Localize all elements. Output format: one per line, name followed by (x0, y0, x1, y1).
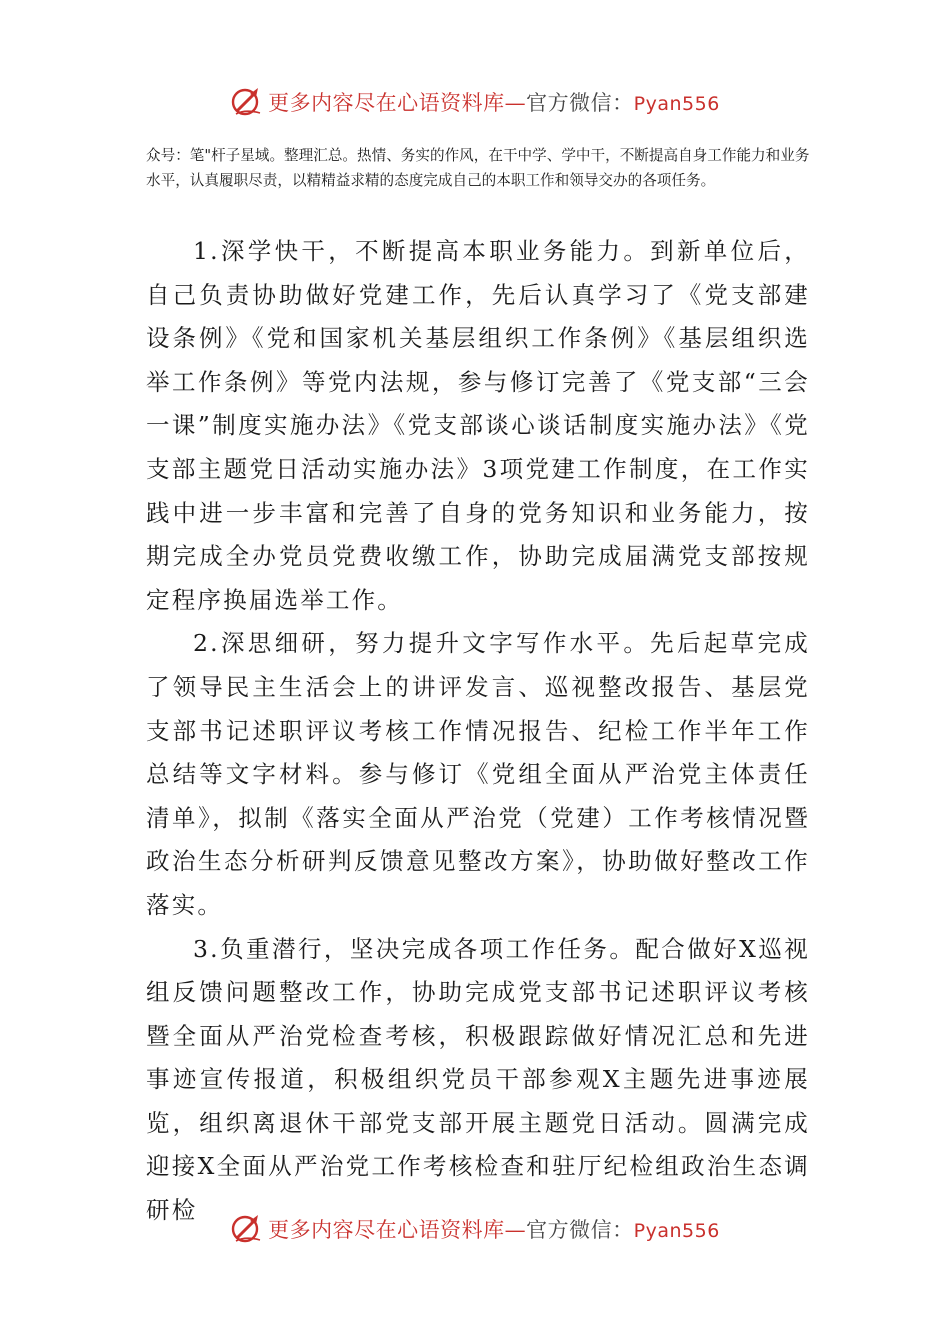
banner-wechat-id: Pyan556 (633, 1220, 720, 1242)
pen-logo-icon (230, 1212, 264, 1246)
banner-text (268, 1214, 720, 1244)
banner-wechat-id: Pyan556 (633, 93, 720, 115)
paragraph-3: 3.负重潜行，坚决完成各项工作任务。配合做好X巡视组反馈问题整改工作，协助完成党支部书记述职评议考核暨全面从严治党检查考核，积极跟踪做好情况汇总和先进事迹宣传报道，积极组织党员干部参观X主题先进事迹展览，组织离退休干部党支部开展主题党日活动。圆满完成迎接X全面从严治党工作考核检查和驻厅纪检组政治生态调研检 (146, 934, 810, 1225)
banner-wechat-label: 官方微信： (526, 91, 634, 115)
banner-text (268, 87, 720, 117)
banner-wechat-label: 官方微信： (526, 1218, 634, 1242)
banner-dash: — (504, 91, 527, 115)
paragraph-2: 2.深思细研，努力提升文字写作水平。先后起草完成了领导民主生活会上的讲评发言、巡视整改报告、基层党支部书记述职评议考核工作情况报告、纪检工作半年工作总结等文字材料。参与修订《党组全面从严治党主体责任清单》，拟制《落实全面从严治党（党建）工作考核情况暨政治生态分析研判反馈意见整改方案》，协助做好整改工作落实。 (146, 629, 810, 919)
banner-title: 更多内容尽在心语资料库 (268, 1218, 505, 1242)
intro-paragraph: 众号：笔"杆子星域。整理汇总。热情、务实的作风，在干中学、学中干，不断提高自身工作能力和业务水平，认真履职尽责，以精精益求精的态度完成自己的本职工作和领导交办的各项任务。 (146, 147, 810, 189)
intro-text-block (146, 143, 814, 193)
document-body (146, 230, 810, 1233)
paragraph-1: 1.深学快干，不断提高本职业务能力。到新单位后，自己负责协助做好党建工作，先后认真学习了《党支部建设条例》《党和国家机关基层组织工作条例》《基层组织选举工作条例》等党内法规，参与修订完善了《党支部“三会一课”制度实施办法》《党支部谈心谈话制度实施办法》《党支部主题党日活动实施办法》3项党建工作制度，在工作实践中进一步丰富和完善了自身的党务知识和业务能力，按期完成全办党员党费收缴工作，协助完成届满党支部按规定程序换届选举工作。 (146, 237, 810, 614)
banner-dash: — (504, 1218, 527, 1242)
banner-title: 更多内容尽在心语资料库 (268, 91, 505, 115)
pen-logo-icon (230, 85, 264, 119)
footer-banner (0, 1209, 950, 1249)
header-banner (0, 82, 950, 122)
